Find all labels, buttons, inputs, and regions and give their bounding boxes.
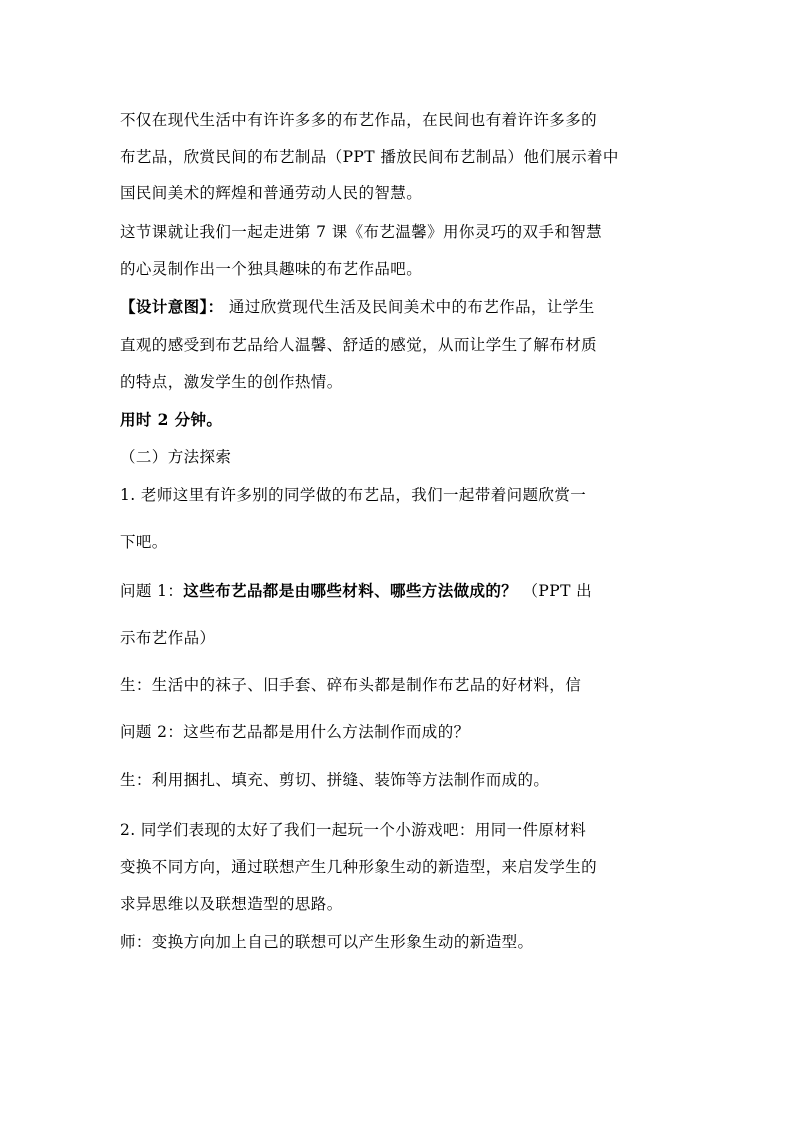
question-1-text: 这些布艺品都是由哪些材料、哪些方法做成的？ (183, 581, 518, 600)
paragraph-line: 2. 同学们表现的太好了我们一起玩一个小游戏吧：用同一件原材料 (120, 821, 587, 839)
paragraph-line: 求异思维以及联想造型的思路。 (120, 895, 343, 913)
answer-line: 生：生活中的袜子、旧手套、碎布头都是制作布艺品的好材料，信 (120, 676, 582, 694)
section-heading: （二）方法探索 (120, 448, 232, 466)
paragraph-line: 这节课就让我们一起走进第 7 课《布艺温馨》用你灵巧的双手和智慧 (120, 223, 603, 241)
question-1-suffix: （PPT 出 (517, 582, 593, 600)
paragraph-line: 不仅在现代生活中有许许多多的布艺作品，在民间也有着许许多多的 (120, 111, 598, 129)
paragraph-line: 变换不同方向，通过联想产生几种形象生动的新造型，来启发学生的 (120, 858, 598, 876)
question-1-prefix: 问题 1： (120, 582, 184, 600)
answer-line: 生：利用捆扎、填充、剪切、拼缝、装饰等方法制作而成的。 (120, 771, 550, 789)
design-intent-line (120, 297, 595, 317)
paragraph-line: 的特点，激发学生的创作热情。 (120, 373, 343, 391)
time-note: 用时 2 分钟。 (120, 410, 223, 429)
design-intent-text: 通过欣赏现代生活及民间美术中的布艺作品，让学生 (223, 298, 595, 316)
teacher-line: 师：变换方向加上自己的联想可以产生形象生动的新造型。 (120, 933, 534, 951)
paragraph-line: 1. 老师这里有许多别的同学做的布艺品，我们一起带着问题欣赏一 (120, 486, 587, 504)
paragraph-line: 国民间美术的辉煌和普通劳动人民的智慧。 (120, 184, 423, 202)
paragraph-line: 下吧。 (120, 533, 168, 551)
paragraph-line: 布艺品，欣赏民间的布艺制品（PPT 播放民间布艺制品）他们展示着中 (120, 148, 619, 166)
paragraph-line: 示布艺作品） (120, 629, 216, 647)
paragraph-line: 的心灵制作出一个独具趣味的布艺作品吧。 (120, 260, 423, 278)
question-1-line (120, 581, 592, 601)
design-intent-label: 【设计意图】： (120, 297, 224, 316)
question-2-line: 问题 2：这些布艺品都是用什么方法制作而成的？ (120, 723, 470, 741)
paragraph-line: 直观的感受到布艺品给人温馨、舒适的感觉，从而让学生了解布材质 (120, 336, 598, 354)
